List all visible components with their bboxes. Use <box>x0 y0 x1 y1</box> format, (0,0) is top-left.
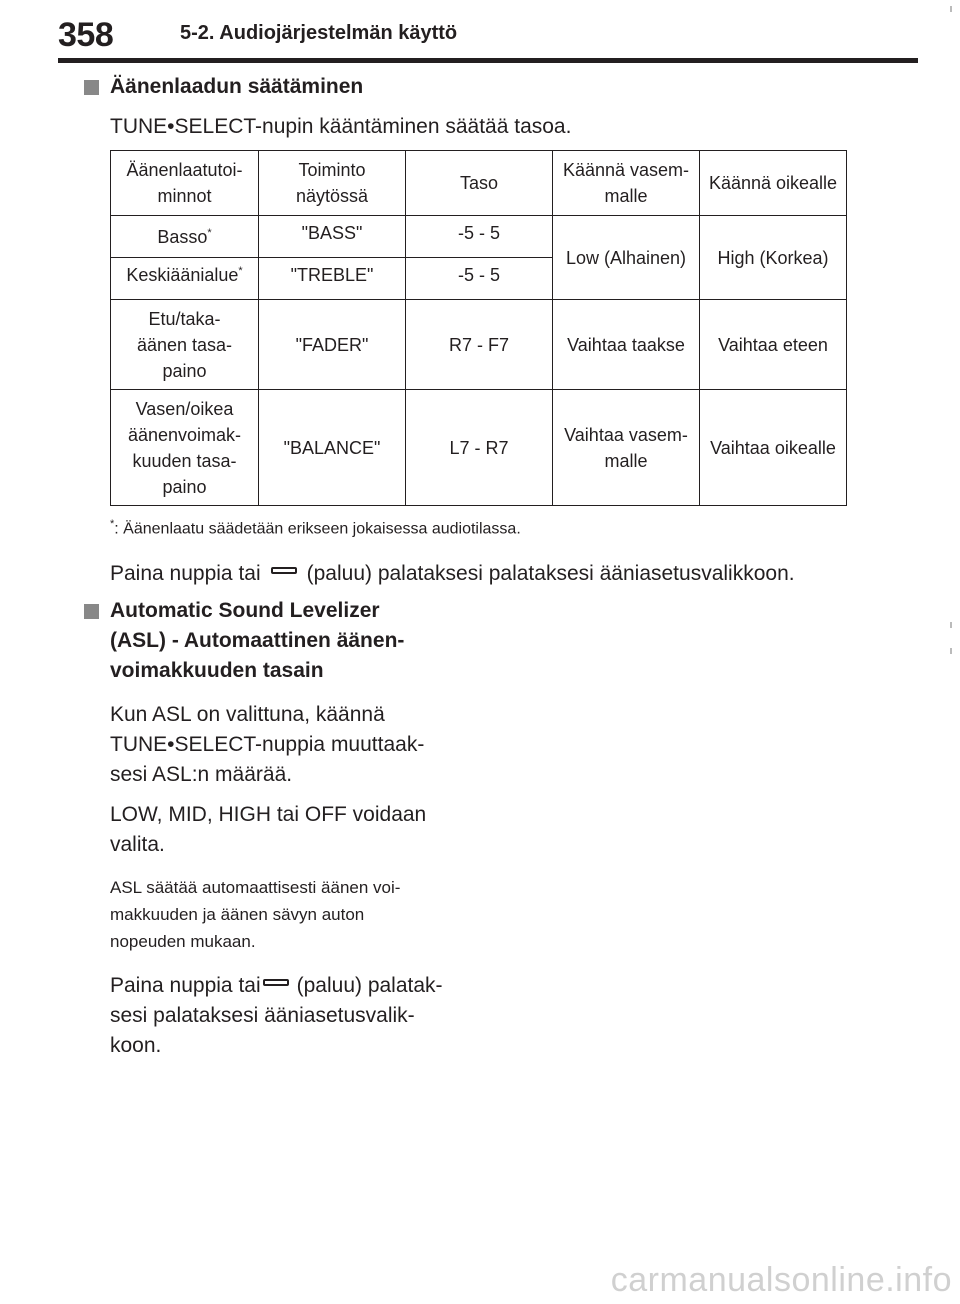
heading-text: Äänenlaadun säätäminen <box>110 75 364 98</box>
table-cell: "FADER" <box>259 300 406 390</box>
return-button-icon <box>263 979 289 986</box>
edge-mark <box>950 6 952 12</box>
header-rule <box>58 58 918 63</box>
edge-mark <box>950 622 952 628</box>
table-cell: -5 - 5 <box>406 258 553 300</box>
table-cell: "TREBLE" <box>259 258 406 300</box>
table-cell: R7 - F7 <box>406 300 553 390</box>
section-asl <box>110 596 470 1061</box>
table-row <box>111 390 847 506</box>
asl-options: LOW, MID, HIGH tai OFF voidaan valita. <box>110 803 427 856</box>
square-bullet-icon <box>84 80 99 95</box>
edge-mark <box>950 648 952 654</box>
section-heading <box>84 72 850 102</box>
return-instruction: Paina nuppia tai (paluu) palatak- sesi palataksesi ääniasetusvalik- koon. <box>110 974 443 1057</box>
table-cell: Low (Alhainen) <box>553 216 700 300</box>
table-cell: "BALANCE" <box>259 390 406 506</box>
page-header <box>0 0 960 70</box>
table-cell: "BASS" <box>259 216 406 258</box>
table-cell: Etu/taka-äänen tasa-paino <box>111 300 259 390</box>
intro-text: TUNE•SELECT-nupin kääntäminen säätää tasoa. <box>110 115 572 138</box>
table-cell: Vaihtaa taakse <box>553 300 700 390</box>
table-cell: Vaihtaa oikealle <box>700 390 847 506</box>
table-header: Äänenlaatutoi-minnot <box>111 151 259 216</box>
section-heading: Automatic Sound Levelizer (ASL) - Automaattinen äänen- voimakkuuden tasain <box>84 596 470 686</box>
table-cell: High (Korkea) <box>700 216 847 300</box>
table-cell: Vaihtaa vasem-malle <box>553 390 700 506</box>
page-number: 358 <box>58 16 114 54</box>
table-header: Taso <box>406 151 553 216</box>
table-cell: Keskiäänialue* <box>111 258 259 300</box>
table-cell: -5 - 5 <box>406 216 553 258</box>
watermark: carmanualsonline.info <box>610 1261 952 1299</box>
table-row <box>111 300 847 390</box>
section-title: 5-2. Audiojärjestelmän käyttö <box>180 22 458 44</box>
square-bullet-icon <box>84 604 99 619</box>
table-cell: Vasen/oikea äänenvoimak-kuuden tasa-paino <box>111 390 259 506</box>
return-instruction: Paina nuppia tai (paluu) palataksesi palataksesi ääniasetusvalikkoon. <box>110 562 795 585</box>
asl-note: ASL säätää automaattisesti äänen voi- makkuuden ja äänen sävyn auton nopeuden mukaan. <box>110 878 401 951</box>
table-cell: Vaihtaa eteen <box>700 300 847 390</box>
table-header: Käännä oikealle <box>700 151 847 216</box>
table-header: Toiminto näytössä <box>259 151 406 216</box>
table-cell: Basso* <box>111 216 259 258</box>
asl-paragraph: Kun ASL on valittuna, käännä TUNE•SELECT-nuppia muuttaak- sesi ASL:n määrää. <box>110 703 425 786</box>
table-cell: L7 - R7 <box>406 390 553 506</box>
table-header: Käännä vasem-malle <box>553 151 700 216</box>
table-row <box>111 216 847 258</box>
sound-settings-table <box>110 150 847 506</box>
return-button-icon <box>271 567 297 574</box>
table-header-row <box>111 151 847 216</box>
section-equalizer <box>110 72 850 142</box>
footnote: *: Äänenlaatu säädetään erikseen jokaisessa audiotilassa. <box>110 518 521 538</box>
